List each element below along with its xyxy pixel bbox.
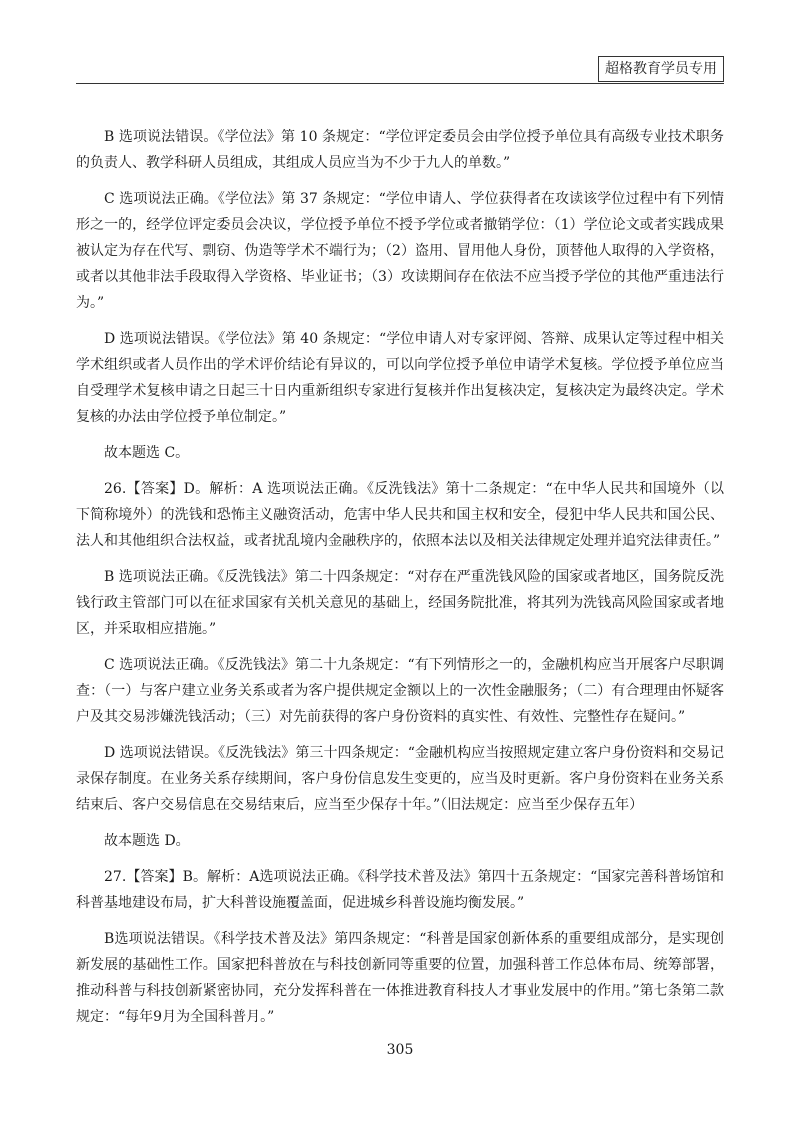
paragraph: B 选项说法正确。《反洗钱法》第二十四条规定：“对存在严重洗钱风险的国家或者地区，国务院反洗钱行政主管部门可以在征求国家有关机关意见的基础上，经国务院批准，将其列为洗钱高风险国家或者地区，并采取相应措施。” xyxy=(76,569,724,637)
paragraph: 26.【答案】D。解析：A 选项说法正确。《反洗钱法》第十二条规定：“在中华人民共和国境外（以下简称境外）的洗钱和恐怖主义融资活动，危害中华人民共和国主权和安全，侵犯中华人民共和国公民、法人和其他组织合法权益，或者扰乱境内金融秩序的，依照本法以及相关法律规定处理并追究法律责任。” xyxy=(76,481,724,549)
paragraph: D 选项说法错误。《反洗钱法》第三十四条规定：“金融机构应当按照规定建立客户身份资料和交易记录保存制度。在业务关系存续期间，客户身份信息发生变更的，应当及时更新。客户身份资料在业务关系结束后、客户交易信息在交易结束后，应当至少保存十年。”（旧法规定：应当至少保存五年） xyxy=(76,745,724,813)
paragraph: C 选项说法正确。《学位法》第 37 条规定：“学位申请人、学位获得者在攻读该学位过程中有下列情形之一的，经学位评定委员会决议，学位授予单位不授予学位或者撤销学位：（1）学位论文或者实践成果被认定为存在代写、剽窃、伪造等学术不端行为；（2）盗用、冒用他人身份，顶替他人取得的入学资格，或者以其他非法手段取得入学资格、毕业证书；（3）攻读期间存在依法不应当授予学位的其他严重违法行为。” xyxy=(76,191,724,311)
paragraph: 故本题选 C。 xyxy=(104,445,190,461)
page-body xyxy=(76,124,724,1040)
header-divider xyxy=(76,83,724,84)
paragraph: 故本题选 D。 xyxy=(104,833,190,849)
paragraph: C 选项说法正确。《反洗钱法》第二十九条规定：“有下列情形之一的，金融机构应当开展客户尽职调查：（一）与客户建立业务关系或者为客户提供规定金额以上的一次性金融服务；（二）有合理理由怀疑客户及其交易涉嫌洗钱活动；（三）对先前获得的客户身份资料的真实性、有效性、完整性存在疑问。” xyxy=(76,657,724,725)
paragraph: B 选项说法错误。《学位法》第 10 条规定：“学位评定委员会由学位授予单位具有高级专业技术职务的负责人、教学科研人员组成，其组成人员应当为不少于九人的单数。” xyxy=(76,129,724,171)
paragraph: B选项说法错误。《科学技术普及法》第四条规定：“科普是国家创新体系的重要组成部分，是实现创新发展的基础性工作。国家把科普放在与科技创新同等重要的位置，加强科普工作总体布局、统筹部署，推动科普与科技创新紧密协同，充分发挥科普在一体推进教育科技人才事业发展中的作用。”第七条第二款规定：“每年9月为全国科普月。” xyxy=(76,931,724,1025)
page-number: 305 xyxy=(386,1042,414,1058)
paragraph: D 选项说法错误。《学位法》第 40 条规定：“学位申请人对专家评阅、答辩、成果认定等过程中相关学术组织或者人员作出的学术评价结论有异议的，可以向学位授予单位申请学术复核。学位授予单位应当自受理学术复核申请之日起三十日内重新组织专家进行复核并作出复核决定，复核决定为最终决定。学术复核的办法由学位授予单位制定。” xyxy=(76,331,724,425)
header-tag: 超格教育学员专用 xyxy=(598,56,724,82)
paragraph: 27.【答案】B。解析：A选项说法正确。《科学技术普及法》第四十五条规定：“国家完善科普场馆和科普基地建设布局，扩大科普设施覆盖面，促进城乡科普设施均衡发展。” xyxy=(76,869,724,911)
